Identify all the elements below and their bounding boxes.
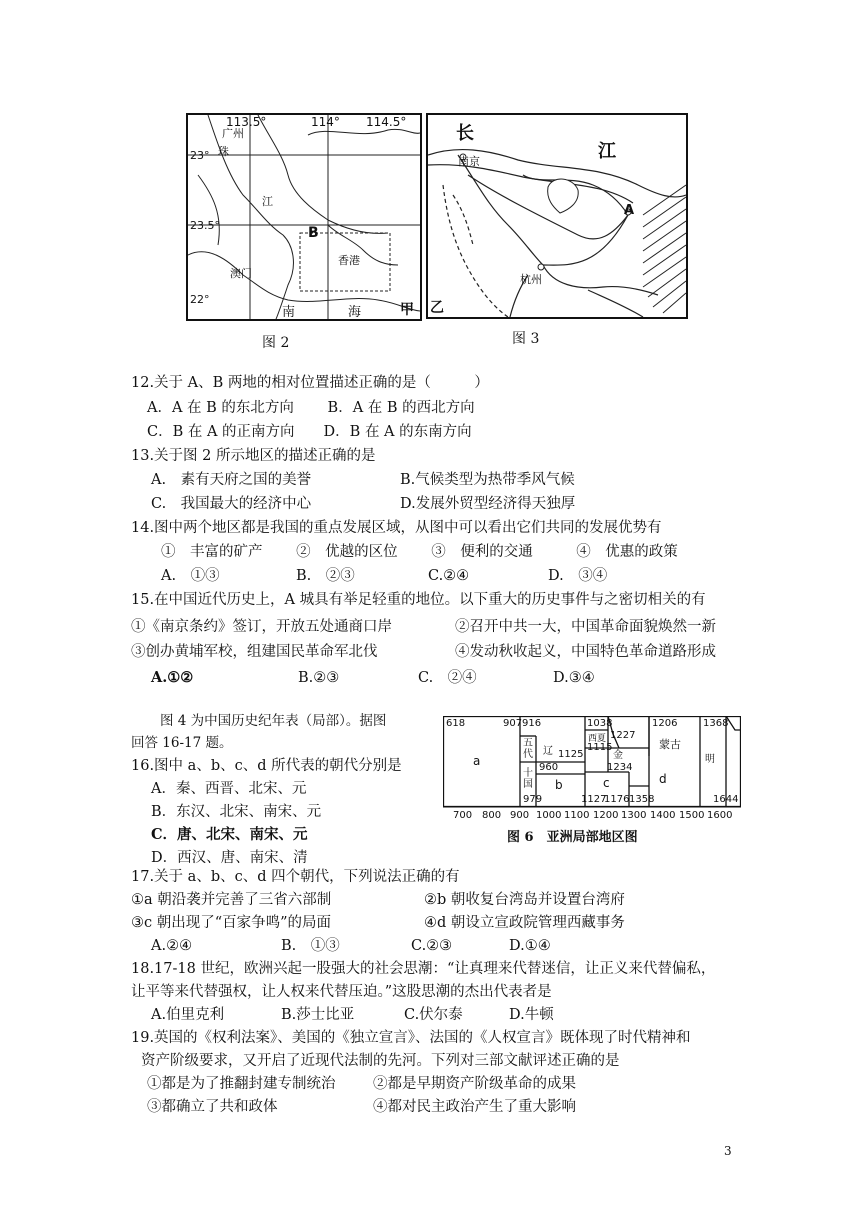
q15-stem: 15.在中国近代历史上，A 城具有举足轻重的地位。以下重大的历史事件与之密切相关的有 bbox=[131, 592, 706, 608]
q14-stem: 14.图中两个地区都是我国的重点发展区域，从图中可以看出它们共同的发展优势有 bbox=[131, 520, 662, 536]
tl-year-1644: 1644 bbox=[713, 794, 739, 805]
q17-item-4: ④d 朝设立宣政院管理西藏事务 bbox=[424, 915, 625, 931]
tl-year-916: 916 bbox=[522, 718, 542, 729]
q17-item-3: ③c 朝出现了“百家争鸣”的局面 bbox=[131, 915, 332, 931]
axis-1200: 1200 bbox=[593, 810, 619, 821]
figure2-map bbox=[186, 113, 422, 321]
tl-cell-jin: 金 bbox=[613, 750, 623, 761]
tl-cell-d: d bbox=[659, 772, 667, 786]
tl-year-1206: 1206 bbox=[652, 718, 678, 729]
tl-year-979: 979 bbox=[523, 794, 543, 805]
q13-stem: 13.关于图 2 所示地区的描述正确的是 bbox=[131, 448, 376, 464]
q13-option-d: D.发展外贸型经济得天独厚 bbox=[400, 496, 576, 512]
q19-item-1: ①都是为了推翻封建专制统治 bbox=[147, 1076, 336, 1092]
q16-stem: 16.图中 a、b、c、d 所代表的朝代分别是 bbox=[131, 758, 402, 774]
q19-item-4: ④都对民主政治产生了重大影响 bbox=[373, 1099, 576, 1115]
q15-option-d: D.③④ bbox=[553, 670, 595, 686]
tl-cell-mongol: 蒙古 bbox=[659, 738, 681, 751]
tl-cell-c: c bbox=[603, 776, 610, 790]
tl-year-1227: 1227 bbox=[610, 730, 636, 741]
page-number: 3 bbox=[724, 1144, 732, 1158]
fig4-intro-line-2: 回答 16-17 题。 bbox=[131, 735, 233, 751]
timeline-caption: 图 6 亚洲局部地区图 bbox=[507, 830, 638, 845]
q14-option-a: A. ①③ bbox=[161, 568, 220, 584]
q15-item-4: ④发动秋收起义，中国特色革命道路形成 bbox=[455, 644, 716, 660]
tl-year-1234: 1234 bbox=[607, 762, 633, 773]
q13-option-b: B.气候类型为热带季风气候 bbox=[400, 472, 575, 488]
tl-cell-a: a bbox=[473, 754, 481, 768]
axis-1300: 1300 bbox=[621, 810, 647, 821]
fig3-region-yi: 乙 bbox=[430, 300, 444, 316]
q18-option-b: B.莎士比亚 bbox=[281, 1007, 355, 1023]
fig3-river-chang: 长 bbox=[456, 123, 474, 144]
q13-option-c: C. 我国最大的经济中心 bbox=[151, 496, 312, 512]
q19-item-2: ②都是早期资产阶级革命的成果 bbox=[373, 1076, 576, 1092]
fig2-place-guangzhou: 广州 bbox=[222, 127, 244, 140]
fig2-place-hongkong: 香港 bbox=[338, 254, 360, 267]
q18-option-c: C.伏尔泰 bbox=[404, 1007, 463, 1023]
axis-1400: 1400 bbox=[650, 810, 676, 821]
tl-year-907: 907 bbox=[503, 718, 523, 729]
fig2-place-zhu: 珠 bbox=[218, 145, 229, 158]
q16-option-b: B．东汉、北宋、南宋、元 bbox=[151, 804, 322, 820]
q18-option-d: D.牛顿 bbox=[509, 1007, 554, 1023]
fig2-place-jiang: 江 bbox=[262, 195, 273, 208]
q17-option-a: A.②④ bbox=[151, 938, 193, 954]
q15-item-3: ③创办黄埔军校，组建国民革命军北伐 bbox=[131, 644, 378, 660]
axis-1500: 1500 bbox=[679, 810, 705, 821]
fig3-point-a: A bbox=[624, 203, 635, 218]
tl-year-960: 960 bbox=[539, 762, 559, 773]
fig2-sea-1: 南 bbox=[282, 305, 296, 320]
q18-option-a: A.伯里克利 bbox=[151, 1007, 225, 1023]
fig2-lon-1: 113.5° bbox=[226, 115, 267, 129]
timeline-chart bbox=[443, 716, 741, 808]
q17-option-c: C.②③ bbox=[411, 938, 453, 954]
q15-option-a: A.①② bbox=[151, 669, 194, 686]
q17-option-d: D.①④ bbox=[509, 938, 551, 954]
axis-900: 900 bbox=[510, 810, 530, 821]
q15-option-b: B.②③ bbox=[298, 670, 340, 686]
q12-options-row-2: C．B 在 A 的正南方向 D．B 在 A 的东南方向 bbox=[147, 424, 472, 440]
q12-stem: 12.关于 A、B 两地的相对位置描述正确的是（ ） bbox=[131, 375, 489, 391]
q13-option-a: A. 素有天府之国的美誉 bbox=[151, 472, 312, 488]
fig2-lon-2: 114° bbox=[311, 115, 340, 129]
q15-item-2: ②召开中共一大，中国革命面貌焕然一新 bbox=[455, 619, 716, 635]
tl-year-1368: 1368 bbox=[703, 718, 729, 729]
q19-stem-line-2: 资产阶级要求，又开启了近现代法制的先河。下列对三部文献评述正确的是 bbox=[141, 1053, 620, 1069]
q17-item-2: ②b 朝收复台湾岛并设置台湾府 bbox=[424, 892, 625, 908]
axis-700: 700 bbox=[453, 810, 473, 821]
tl-year-1125: 1125 bbox=[558, 749, 584, 760]
q18-stem-line-1: 18.17-18 世纪，欧洲兴起一股强大的社会思潮：“让真理来代替迷信，让正义来代替偏私， bbox=[131, 961, 716, 977]
fig3-river-jiang: 江 bbox=[598, 141, 616, 162]
fig4-intro-line-1: 图 4 为中国历史纪年表（局部）。据图 bbox=[160, 713, 387, 729]
tl-cell-shiguo: 十国 bbox=[523, 768, 533, 790]
figure3-map-lines bbox=[428, 115, 686, 317]
q18-stem-line-2: 让平等来代替强权，让人权来代替压迫。”这股思潮的杰出代表者是 bbox=[131, 984, 552, 1000]
q12-options-row-1: A．A 在 B 的东北方向 B．A 在 B 的西北方向 bbox=[147, 400, 475, 416]
q14-option-c: C.②④ bbox=[428, 568, 470, 584]
fig2-point-b: B bbox=[308, 225, 319, 241]
fig3-city-nanjing: 南京 bbox=[458, 155, 480, 168]
q16-option-a: A．秦、西晋、北宋、元 bbox=[151, 781, 307, 797]
tl-year-1038: 1038 bbox=[587, 718, 613, 729]
q15-item-1: ①《南京条约》签订，开放五处通商口岸 bbox=[131, 619, 392, 635]
fig2-lat-1: 23° bbox=[190, 149, 210, 162]
axis-1000: 1000 bbox=[536, 810, 562, 821]
tl-year-1127: 1127 bbox=[581, 794, 607, 805]
q16-option-d: D．西汉、唐、南宋、清 bbox=[151, 850, 308, 866]
tl-cell-liao: 辽 bbox=[543, 746, 553, 757]
q17-option-b: B. ①③ bbox=[281, 938, 340, 954]
tl-cell-ming: 明 bbox=[705, 754, 715, 765]
q17-stem: 17.关于 a、b、c、d 四个朝代，下列说法正确的有 bbox=[131, 869, 460, 885]
figure3-caption: 图 3 bbox=[512, 331, 540, 347]
tl-cell-b: b bbox=[555, 778, 563, 792]
q17-item-1: ①a 朝沿袭并完善了三省六部制 bbox=[131, 892, 332, 908]
axis-800: 800 bbox=[482, 810, 502, 821]
q19-stem-line-1: 19.英国的《权利法案》、美国的《独立宣言》、法国的《人权宣言》既体现了时代精神和 bbox=[131, 1030, 691, 1046]
q15-option-c: C. ②④ bbox=[418, 670, 477, 686]
tl-year-1358: 1358 bbox=[629, 794, 655, 805]
q19-item-3: ③都确立了共和政体 bbox=[147, 1099, 278, 1115]
tl-cell-wudai: 五代 bbox=[523, 738, 533, 760]
tl-year-1115: 1115 bbox=[587, 742, 613, 753]
fig2-place-macau: 澳门 bbox=[230, 267, 252, 280]
figure3-map bbox=[426, 113, 688, 319]
fig2-lon-3: 114.5° bbox=[366, 115, 407, 129]
tl-cell-xixia: 西夏 bbox=[588, 734, 607, 744]
axis-1100: 1100 bbox=[564, 810, 590, 821]
q14-option-b: B. ②③ bbox=[296, 568, 355, 584]
q16-option-c: C．唐、北宋、南宋、元 bbox=[151, 826, 308, 843]
q14-option-d: D. ③④ bbox=[548, 568, 608, 584]
timeline-axis bbox=[443, 810, 741, 824]
fig2-lat-3: 22° bbox=[190, 293, 210, 306]
axis-1600: 1600 bbox=[707, 810, 733, 821]
fig2-lat-2: 23.5° bbox=[190, 219, 220, 232]
fig3-city-hangzhou: 杭州 bbox=[520, 273, 542, 286]
figure2-caption: 图 2 bbox=[262, 335, 290, 351]
tl-year-1176: 1176 bbox=[604, 794, 630, 805]
q14-items: ① 丰富的矿产 ② 优越的区位 ③ 便利的交通 ④ 优惠的政策 bbox=[161, 544, 678, 560]
fig2-region-jia: 甲 bbox=[400, 302, 414, 318]
tl-year-618: 618 bbox=[446, 718, 466, 729]
fig2-sea-2: 海 bbox=[348, 305, 362, 320]
